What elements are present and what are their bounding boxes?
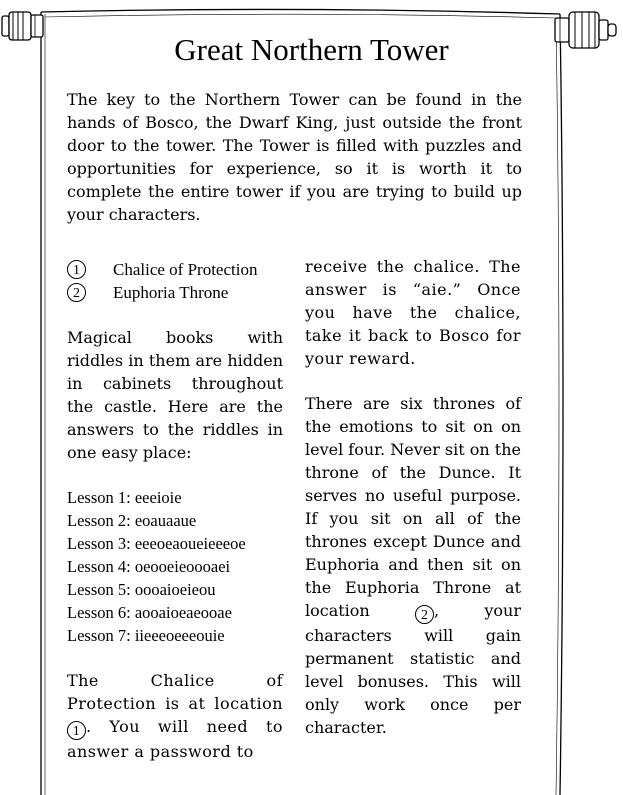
lesson-answer: aooaioeaeooae <box>134 603 232 622</box>
lesson-answer: eeeoeaoueieeeoe <box>134 534 246 553</box>
lesson-label: Lesson 5: <box>67 580 131 599</box>
right-column <box>305 255 521 739</box>
lesson-answer: oooaioeieou <box>134 580 216 599</box>
thrones-paragraph <box>305 392 521 739</box>
location-number-badge: 2 <box>67 283 86 302</box>
page-title: Great Northern Tower <box>174 32 449 67</box>
lesson-item <box>67 578 283 601</box>
lesson-label: Lesson 1: <box>67 488 131 507</box>
lesson-item <box>67 601 283 624</box>
lesson-answer-list <box>67 486 283 647</box>
chalice-text-after: . You will need to answer a password to <box>67 717 283 761</box>
chalice-paragraph-continued: receive the chalice. The answer is “aie.” Once you have the chalice, take it back to Bosco for your reward. <box>305 257 521 368</box>
thrones-text-before: There are six thrones of the emotions to sit on on level four. Never sit on the throne of the Dunce. It serves no useful purpose. If you sit on all of the thrones except Dunce and Euphoria and then sit on the Euphoria Throne at location <box>305 394 521 620</box>
intro-paragraph: The key to the Northern Tower can be found in the hands of Bosco, the Dwarf King, just outside the front door to the tower. The Tower is filled with puzzles and opportunities for experience, so it is worth it to complete the entire tower if you are trying to build up your characters. <box>67 90 522 224</box>
lesson-answer: oeooeieoooaei <box>134 557 231 576</box>
lesson-item <box>67 486 283 509</box>
scroll-finial-left-icon <box>2 12 43 40</box>
location-item <box>67 281 283 304</box>
lesson-item <box>67 509 283 532</box>
thrones-text-after: , your characters will gain permanent statistic and level bonuses. This will only work once per character. <box>305 601 521 737</box>
riddles-intro-paragraph: Magical books with riddles in them are hidden in cabinets throughout the castle. Here are the answers to the riddles in one easy place: <box>67 328 283 462</box>
chalice-paragraph <box>67 669 283 763</box>
location-list <box>67 258 283 304</box>
location-item <box>67 258 283 281</box>
lesson-item <box>67 624 283 647</box>
lesson-label: Lesson 2: <box>67 511 131 530</box>
location-name: Euphoria Throne <box>113 283 229 302</box>
location-name: Chalice of Protection <box>113 260 258 279</box>
lesson-label: Lesson 6: <box>67 603 131 622</box>
location-number-badge: 2 <box>415 605 434 624</box>
scroll-right-edge <box>560 14 563 795</box>
chalice-text-before: The Chalice of Protection is at location <box>67 671 283 713</box>
location-number-badge: 1 <box>67 260 86 279</box>
lesson-item <box>67 555 283 578</box>
lesson-label: Lesson 7: <box>67 626 131 645</box>
lesson-answer: iieeeoeeeouie <box>134 626 225 645</box>
location-number-badge: 1 <box>67 721 86 740</box>
lesson-answer: eeeioie <box>134 488 182 507</box>
lesson-item <box>67 532 283 555</box>
left-column <box>67 258 283 763</box>
lesson-label: Lesson 4: <box>67 557 131 576</box>
lesson-label: Lesson 3: <box>67 534 131 553</box>
lesson-answer: eoauaaue <box>134 511 197 530</box>
